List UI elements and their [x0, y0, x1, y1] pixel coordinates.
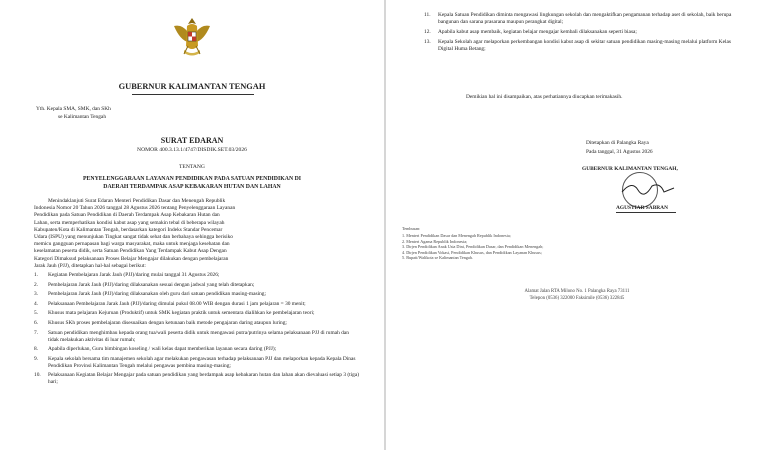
list-item: Pelaksanaan Pembelajaran Jarak Jauh (PJJ)/daring dimulai pukul 08.00 WIB dengan durasi 1 jam pelajaran = 30 menit;	[48, 300, 306, 307]
list-item: Satuan pendidikan menghimbau kepada orang tua/wali peserta didik untuk mengawasi putra/putrinya selama pelaksanaan PJJ di rumah dan tidak melakukan aktivitas di luar rumah;	[48, 329, 349, 343]
list-item: Kepala Sekolah agar melaporkan perkembangan kondisi kabut asap di sekitar satuan pendidikan masing-masing melalui platform Kelas Digital Huma Betang;	[438, 39, 731, 52]
intro-line: Kategori Dimaksud pelaksanaan Proses Belajar Mengajar dilakukan dengan pembelajaran	[34, 255, 229, 262]
letter-type: SURAT EDARAN	[160, 136, 224, 145]
cc-item: 3. Dirjen Pendidikan Anak Usia Dini, Pendidikan Dasar, dan Pendidikan Menengah;	[402, 244, 544, 250]
signature-icon	[618, 176, 678, 200]
issued-at: Ditetapkan di Palangka Raya	[586, 140, 649, 146]
cc-item: 5. Bupati/Walikota se Kalimantan Tengah.	[402, 255, 473, 261]
intro-line: Kabupaten/Kota di Kalimantan Tengah, berdasarkan kategori Indeks Standar Pencemar	[34, 226, 223, 233]
cc-item: 2. Menteri Agama Republik Indonesia;	[402, 238, 468, 244]
subject-line-2: DAERAH TERDAMPAK ASAP KEBAKARAN HUTAN DAN LAHAN	[103, 184, 281, 190]
list-item-number: 10.	[34, 372, 41, 379]
list-item: Kepala sekolah bersama tim manajemen sekolah agar melakukan pengawasan terhadap pelaksanaan PJJ dan melaporkan kepada Kepala Dinas Pendidikan Provinsi Kalimantan Tengah melalui pengawas pembina masing-masing;	[48, 355, 356, 369]
recipient-line-1: Yth. Kepala SMA, SMK, dan SKh	[36, 106, 111, 112]
closing-text: Demikian hal ini disampaikan, atas perhatiannya diucapkan terimakasih.	[466, 94, 623, 100]
subject-line-1: PENYELENGGARAAN LAYANAN PENDIDIKAN PADA SATUAN PENDIDIKAN DI	[82, 176, 302, 182]
list-item-number: 8.	[34, 346, 39, 353]
recipient-line-2: se Kalimantan Tengah	[58, 114, 107, 120]
header-rule	[132, 94, 254, 95]
list-item-number: 13.	[424, 39, 431, 45]
intro-line: keselamatan peserta didik, serta Satuan Pendidikan Yang Terdampak Kabut Asap Dengan	[34, 248, 227, 255]
list-item-number: 3.	[34, 291, 39, 298]
address-line-1: Alamat Jalan RTA Milono No. 1 Palangka Raya 73111	[524, 289, 630, 294]
list-item: Khusus SKh proses pembelajaran disesuaikan dengan ketunaan baik metode pengajaran daring ataupun luring;	[48, 320, 287, 326]
cc-label: Tembusan:	[402, 226, 421, 231]
list-item-number: 1.	[34, 272, 39, 278]
intro-line: Pendidikan pada Satuan Pendidikan di Daerah Terdampak Asap Kebakaran Hutan dan	[34, 212, 220, 219]
office-title: GUBERNUR KALIMANTAN TENGAH	[118, 82, 266, 91]
cc-item: 4. Dirjen Pendidikan Vokasi, Pendidikan Khusus, dan Pendidikan Layanan Khusus;	[402, 249, 542, 255]
garuda-emblem-icon	[170, 14, 214, 60]
about-label: TENTANG	[179, 164, 205, 170]
list-item: Apabila kabut asap membaik, kegiatan belajar mengajar kembali dilaksanakan seperti biasa;	[438, 29, 637, 35]
intro-line: Jarak Jauh (PJJ), ditetapkan hal-hal sebagai berikut:	[34, 262, 146, 269]
intro-line: memicu gangguan pernapasan bagi warga masyarakat, maka untuk menjaga kesehatan dan	[34, 241, 230, 248]
intro-line: Menindaklanjuti Surat Edaran Menteri Pendidikan Dasar dan Menengah Republik	[48, 198, 226, 204]
signer-title: GUBERNUR KALIMANTAN TENGAH,	[582, 166, 678, 172]
signer-name: AGUSTIAR SABRAN	[616, 205, 668, 211]
list-item: Pembelajaran Jarak Jauh (PJJ)/daring dilaksanakan sesuai dengan jadwal yang telah ditetapkan;	[48, 281, 255, 288]
issued-date: Pada tanggal, 31 Agustus 2026	[586, 149, 653, 155]
list-item: Pelaksanaan Kegiatan Belajar Mengajar pada satuan pendidikan yang berdampak asap kebakaran hutan dan lahan akan dievaluasi setiap 3 (tiga) hari;	[48, 372, 360, 386]
list-item-number: 2.	[34, 281, 39, 288]
cc-item: 1. Menteri Pendidikan Dasar dan Menengah Republik Indonesia;	[402, 233, 511, 238]
right-page	[386, 0, 768, 450]
list-item: Apabila diperlukan, Guru bimbingan koseling / wali kelas dapat memberikan layanan secara daring (PJJ);	[48, 346, 277, 353]
list-item-number: 9.	[34, 355, 39, 362]
intro-line: Indonesia Nomor 20 Tahun 2026 tanggal 28 Agustus 2026 tentang Penyelenggaraan Layanan	[34, 205, 236, 212]
list-item-number: 11.	[424, 12, 431, 18]
list-item-number: 4.	[34, 300, 39, 307]
list-item-number: 5.	[34, 310, 39, 317]
letter-number: NOMOR 400.3.13.1/4747/DISDIK.SET.03/2026	[137, 147, 247, 153]
intro-line: Udara (ISPU) yang menunjukan Tingkat sangat tidak sehat dan berbahaya sehingga berisiko	[34, 234, 233, 240]
list-item: Pembelajaran Jarak Jauh (PJJ)/daring dilaksanakan oleh guru dari satuan pendidikan masing-masing;	[48, 291, 266, 298]
signer-underline	[616, 212, 676, 213]
list-item-number: 12.	[424, 29, 431, 35]
list-item: Khusus mata pelajaran Kejuruan (Produktif) untuk SMK kegiatan praktik untuk sementara dialihkan ke pembelajaran teori;	[48, 310, 315, 317]
address-line-2: Telepon (0536) 322000 Faksimile (0536) 322845	[529, 296, 625, 301]
list-item: Kegiatan Pembelajaran Jarak Jauh (PJJ)/daring mulai tanggal 31 Agustus 2026;	[48, 272, 220, 278]
list-item: Kepala Satuan Pendidikan diminta mengawasi lingkungan sekolah dan mengaktifkan pengamanan terhadap aset di sekolah, baik berupa bangunan dan sarana prasarana maupun perangkat digital;	[438, 12, 732, 25]
list-item-number: 7.	[34, 329, 39, 336]
list-item-number: 6.	[34, 320, 39, 326]
intro-line: Lahan, serta memperhatikan kondisi kabut asap yang semakin tebal di beberapa wilayah	[34, 219, 225, 226]
